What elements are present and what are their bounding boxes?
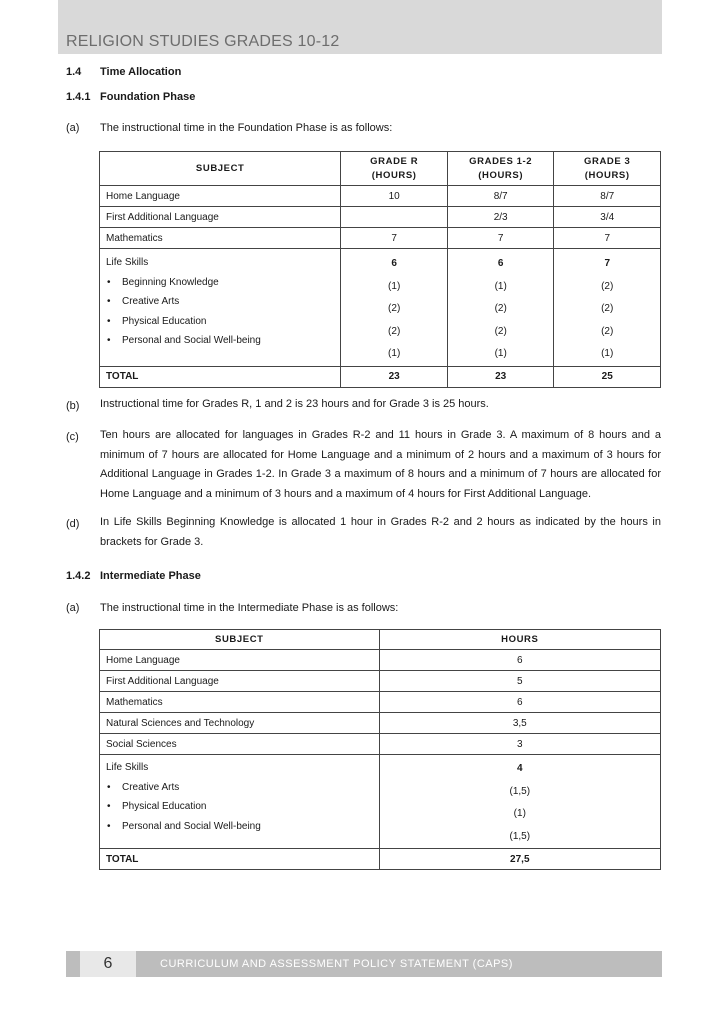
table-row: [100, 207, 661, 228]
cell-grade-3: 7: [554, 228, 661, 249]
table-row: [100, 734, 661, 755]
life-skills-label: Life Skills: [106, 257, 149, 268]
cell-grade-r: 10: [341, 186, 448, 207]
header-grades-1-2-label: GRADES 1-2: [469, 156, 533, 167]
cell-total-grade-r: 23: [341, 366, 448, 387]
header-grade-3: [554, 152, 661, 186]
cell-subject: Home Language: [100, 186, 341, 207]
subsection-number: 1.4.2: [66, 570, 91, 582]
cell-grade-3: 8/7: [554, 186, 661, 207]
life-skills-value: (1): [388, 348, 401, 359]
life-skills-list: [106, 273, 334, 351]
cell-grade-3: 3/4: [554, 207, 661, 228]
cell-hours-life-skills: [379, 755, 660, 849]
para-text: Instructional time for Grades R, 1 and 2 is 23 hours and for Grade 3 is 25 hours.: [100, 398, 489, 410]
life-skills-value: (2): [494, 303, 507, 314]
life-skills-value: (1,5): [509, 830, 531, 842]
header-hours: HOURS: [379, 630, 660, 650]
life-skills-item: • Creative Arts: [106, 778, 373, 798]
cell-grades-1-2-life-skills: [447, 249, 554, 367]
life-skills-row: [100, 249, 661, 367]
table-header-row: [100, 630, 661, 650]
cell-grade-r: 7: [341, 228, 448, 249]
cell-hours: 6: [379, 650, 660, 671]
life-skills-value: (1): [601, 348, 614, 359]
running-header-title: RELIGION STUDIES GRADES 10-12: [66, 33, 340, 50]
table-row: [100, 713, 661, 734]
header-grade-3-unit: (HOURS): [584, 170, 630, 181]
cell-total-grades-1-2: 23: [447, 366, 554, 387]
foundation-phase-table: [99, 151, 661, 388]
header-grade-r: [341, 152, 448, 186]
cell-life-skills-subject: [100, 755, 380, 849]
cell-total-label: TOTAL: [100, 849, 380, 870]
life-skills-label: Life Skills: [106, 762, 149, 773]
cell-subject: Mathematics: [100, 692, 380, 713]
para-text: The instructional time in the Intermediate Phase is as follows:: [100, 602, 399, 614]
cell-subject: Natural Sciences and Technology: [100, 713, 380, 734]
life-skills-value: (2): [601, 325, 614, 337]
para-text: Ten hours are allocated for languages in Grades R-2 and 11 hours in Grade 3. A maximum of 8 hours and a minimum of 7 hours are allocated for Home Language and a minimum of 2 hours and a maximum of 3 hours for Additional Language in Grades 1-2. In Grade 3 a maximum of 8 hours and a minimum of 7 hours are allocated for Home Language and a minimum of 3 hours and a maximum of 4 hours for First Additional Language.: [100, 429, 661, 500]
life-skills-item: • Personal and Social Well-being: [106, 817, 373, 837]
life-skills-item: • Creative Arts: [106, 292, 334, 312]
cell-subject: Mathematics: [100, 228, 341, 249]
life-skills-value: (2): [601, 303, 614, 314]
header-grades-1-2-unit: (HOURS): [478, 170, 524, 181]
life-skills-value: (2): [494, 325, 507, 337]
para-label: (d): [66, 518, 80, 530]
life-skills-value: (1): [388, 280, 401, 292]
header-subject: SUBJECT: [100, 630, 380, 650]
cell-subject: Social Sciences: [100, 734, 380, 755]
cell-total-grade-3: 25: [554, 366, 661, 387]
cell-total-label: TOTAL: [100, 366, 341, 387]
para-label: (b): [66, 400, 80, 412]
cell-life-skills-subject: [100, 249, 341, 367]
life-skills-item: • Physical Education: [106, 312, 334, 332]
page-number: 6: [80, 951, 136, 977]
intermediate-phase-table: [99, 629, 661, 870]
subsection-title: Intermediate Phase: [100, 570, 201, 582]
cell-total-hours: 27,5: [379, 849, 660, 870]
para-label: (a): [66, 602, 80, 614]
cell-grade-r-life-skills: [341, 249, 448, 367]
cell-hours: 3: [379, 734, 660, 755]
header-grade-3-label: GRADE 3: [584, 156, 631, 167]
life-skills-total: 6: [391, 258, 397, 269]
total-row: [100, 849, 661, 870]
life-skills-total: 6: [497, 258, 504, 269]
life-skills-value: (1): [513, 808, 526, 819]
cell-hours: 6: [379, 692, 660, 713]
life-skills-item: • Personal and Social Well-being: [106, 331, 334, 351]
cell-grades-1-2: 2/3: [447, 207, 554, 228]
life-skills-item: • Physical Education: [106, 797, 373, 817]
header-grades-1-2: [447, 152, 554, 186]
subsection-number: 1.4.1: [66, 91, 91, 103]
para-label: (a): [66, 122, 80, 134]
cell-hours: 5: [379, 671, 660, 692]
life-skills-row: [100, 755, 661, 849]
life-skills-total: 4: [517, 763, 523, 774]
footer-title: CURRICULUM AND ASSESSMENT POLICY STATEMENT (CAPS): [160, 958, 513, 970]
header-subject: SUBJECT: [100, 152, 341, 186]
life-skills-value: (1): [494, 348, 507, 359]
life-skills-list: [106, 778, 373, 837]
life-skills-total: 7: [604, 258, 610, 269]
cell-subject: First Additional Language: [100, 207, 341, 228]
cell-grade-3-life-skills: [554, 249, 661, 367]
table-row: [100, 186, 661, 207]
table-row: [100, 692, 661, 713]
cell-grades-1-2: 8/7: [447, 186, 554, 207]
life-skills-item: • Beginning Knowledge: [106, 273, 334, 293]
table-header-row: [100, 152, 661, 186]
cell-subject: Home Language: [100, 650, 380, 671]
para-text: The instructional time in the Foundation Phase is as follows:: [100, 122, 393, 134]
cell-grades-1-2: 7: [447, 228, 554, 249]
section-title: Time Allocation: [100, 66, 182, 78]
cell-hours: 3,5: [379, 713, 660, 734]
life-skills-value: (2): [388, 303, 401, 314]
section-number: 1.4: [66, 66, 82, 78]
header-grade-r-unit: (HOURS): [371, 170, 417, 181]
life-skills-value: (2): [601, 280, 614, 292]
cell-subject: First Additional Language: [100, 671, 380, 692]
life-skills-value: (1): [494, 280, 507, 292]
subsection-title: Foundation Phase: [100, 91, 196, 103]
life-skills-value: (1,5): [509, 785, 531, 797]
table-row: [100, 671, 661, 692]
total-row: [100, 366, 661, 387]
para-text: In Life Skills Beginning Knowledge is allocated 1 hour in Grades R-2 and 2 hours as indicated by the hours in brackets for Grade 3.: [100, 516, 661, 548]
header-grade-r-label: GRADE R: [370, 156, 419, 167]
table-row: [100, 228, 661, 249]
table-row: [100, 650, 661, 671]
cell-grade-r: [341, 207, 448, 228]
para-label: (c): [66, 431, 79, 443]
life-skills-value: (2): [388, 325, 401, 337]
